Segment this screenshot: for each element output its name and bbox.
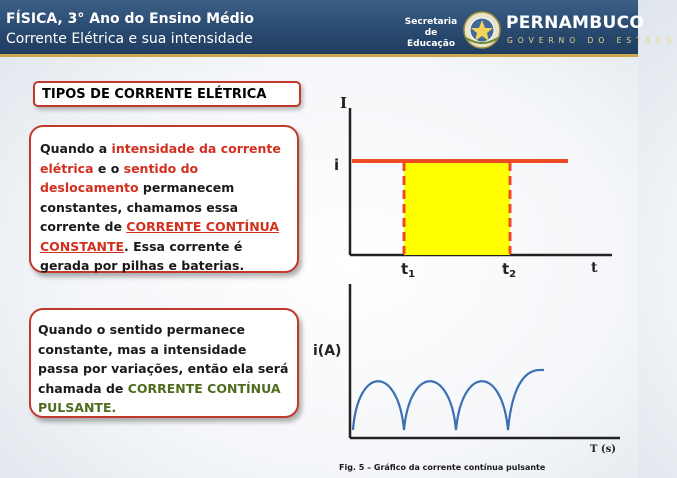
highlight-pulsating-current: CORRENTE CONTÍNUA PULSANTE. bbox=[38, 380, 281, 415]
graph2-y-label: i(A) bbox=[313, 343, 342, 359]
graph1-charge-area bbox=[404, 161, 510, 255]
pulsating-current-card: Quando o sentido permanece constante, mas a intensidade passa por variações, então ela será chamada de CORRENTE CONTÍNUA PULSANTE. bbox=[29, 308, 299, 418]
graph1-level-label: i bbox=[334, 156, 340, 174]
graph1-t2-label: $t_2$ bbox=[502, 260, 517, 280]
secretaria-label: Secretaria de Educação bbox=[404, 17, 458, 49]
graph1-t1-label: $t_1$ bbox=[401, 260, 416, 280]
section-title: TIPOS DE CORRENTE ELÉTRICA bbox=[33, 81, 301, 107]
brand-name: PERNAMBUCO bbox=[506, 13, 645, 33]
figure-caption: Fig. 5 – Gráfico da corrente contínua pulsante bbox=[339, 463, 546, 472]
graph2-x-label: T (s) bbox=[590, 444, 617, 455]
graph2-pulse-curve bbox=[353, 370, 544, 430]
graph1-y-label: I bbox=[340, 94, 348, 112]
header-bar bbox=[0, 0, 677, 57]
constant-current-card: Quando a intensidade da corrente elétrica e o sentido do deslocamento permanecem constantes, chamamos essa corrente de CORRENTE CONTÍNUA CONSTANTE. Essa corrente é gerada por pilhas e baterias. bbox=[29, 125, 299, 273]
course-title: FÍSICA, 3° Ano do Ensino Médio bbox=[6, 11, 255, 27]
highlight-intensity: intensidade da corrente elétrica bbox=[40, 141, 281, 176]
brand-subtitle: GOVERNO DO ESTADO bbox=[507, 36, 677, 45]
highlight-direction: sentido do deslocamento bbox=[40, 160, 199, 195]
graph1-x-label: t bbox=[591, 260, 598, 276]
lesson-subtitle: Corrente Elétrica e sua intensidade bbox=[6, 31, 253, 47]
highlight-constant-current: CORRENTE CONTÍNUA CONSTANTE bbox=[40, 219, 280, 254]
state-coat-of-arms-icon bbox=[462, 10, 502, 50]
